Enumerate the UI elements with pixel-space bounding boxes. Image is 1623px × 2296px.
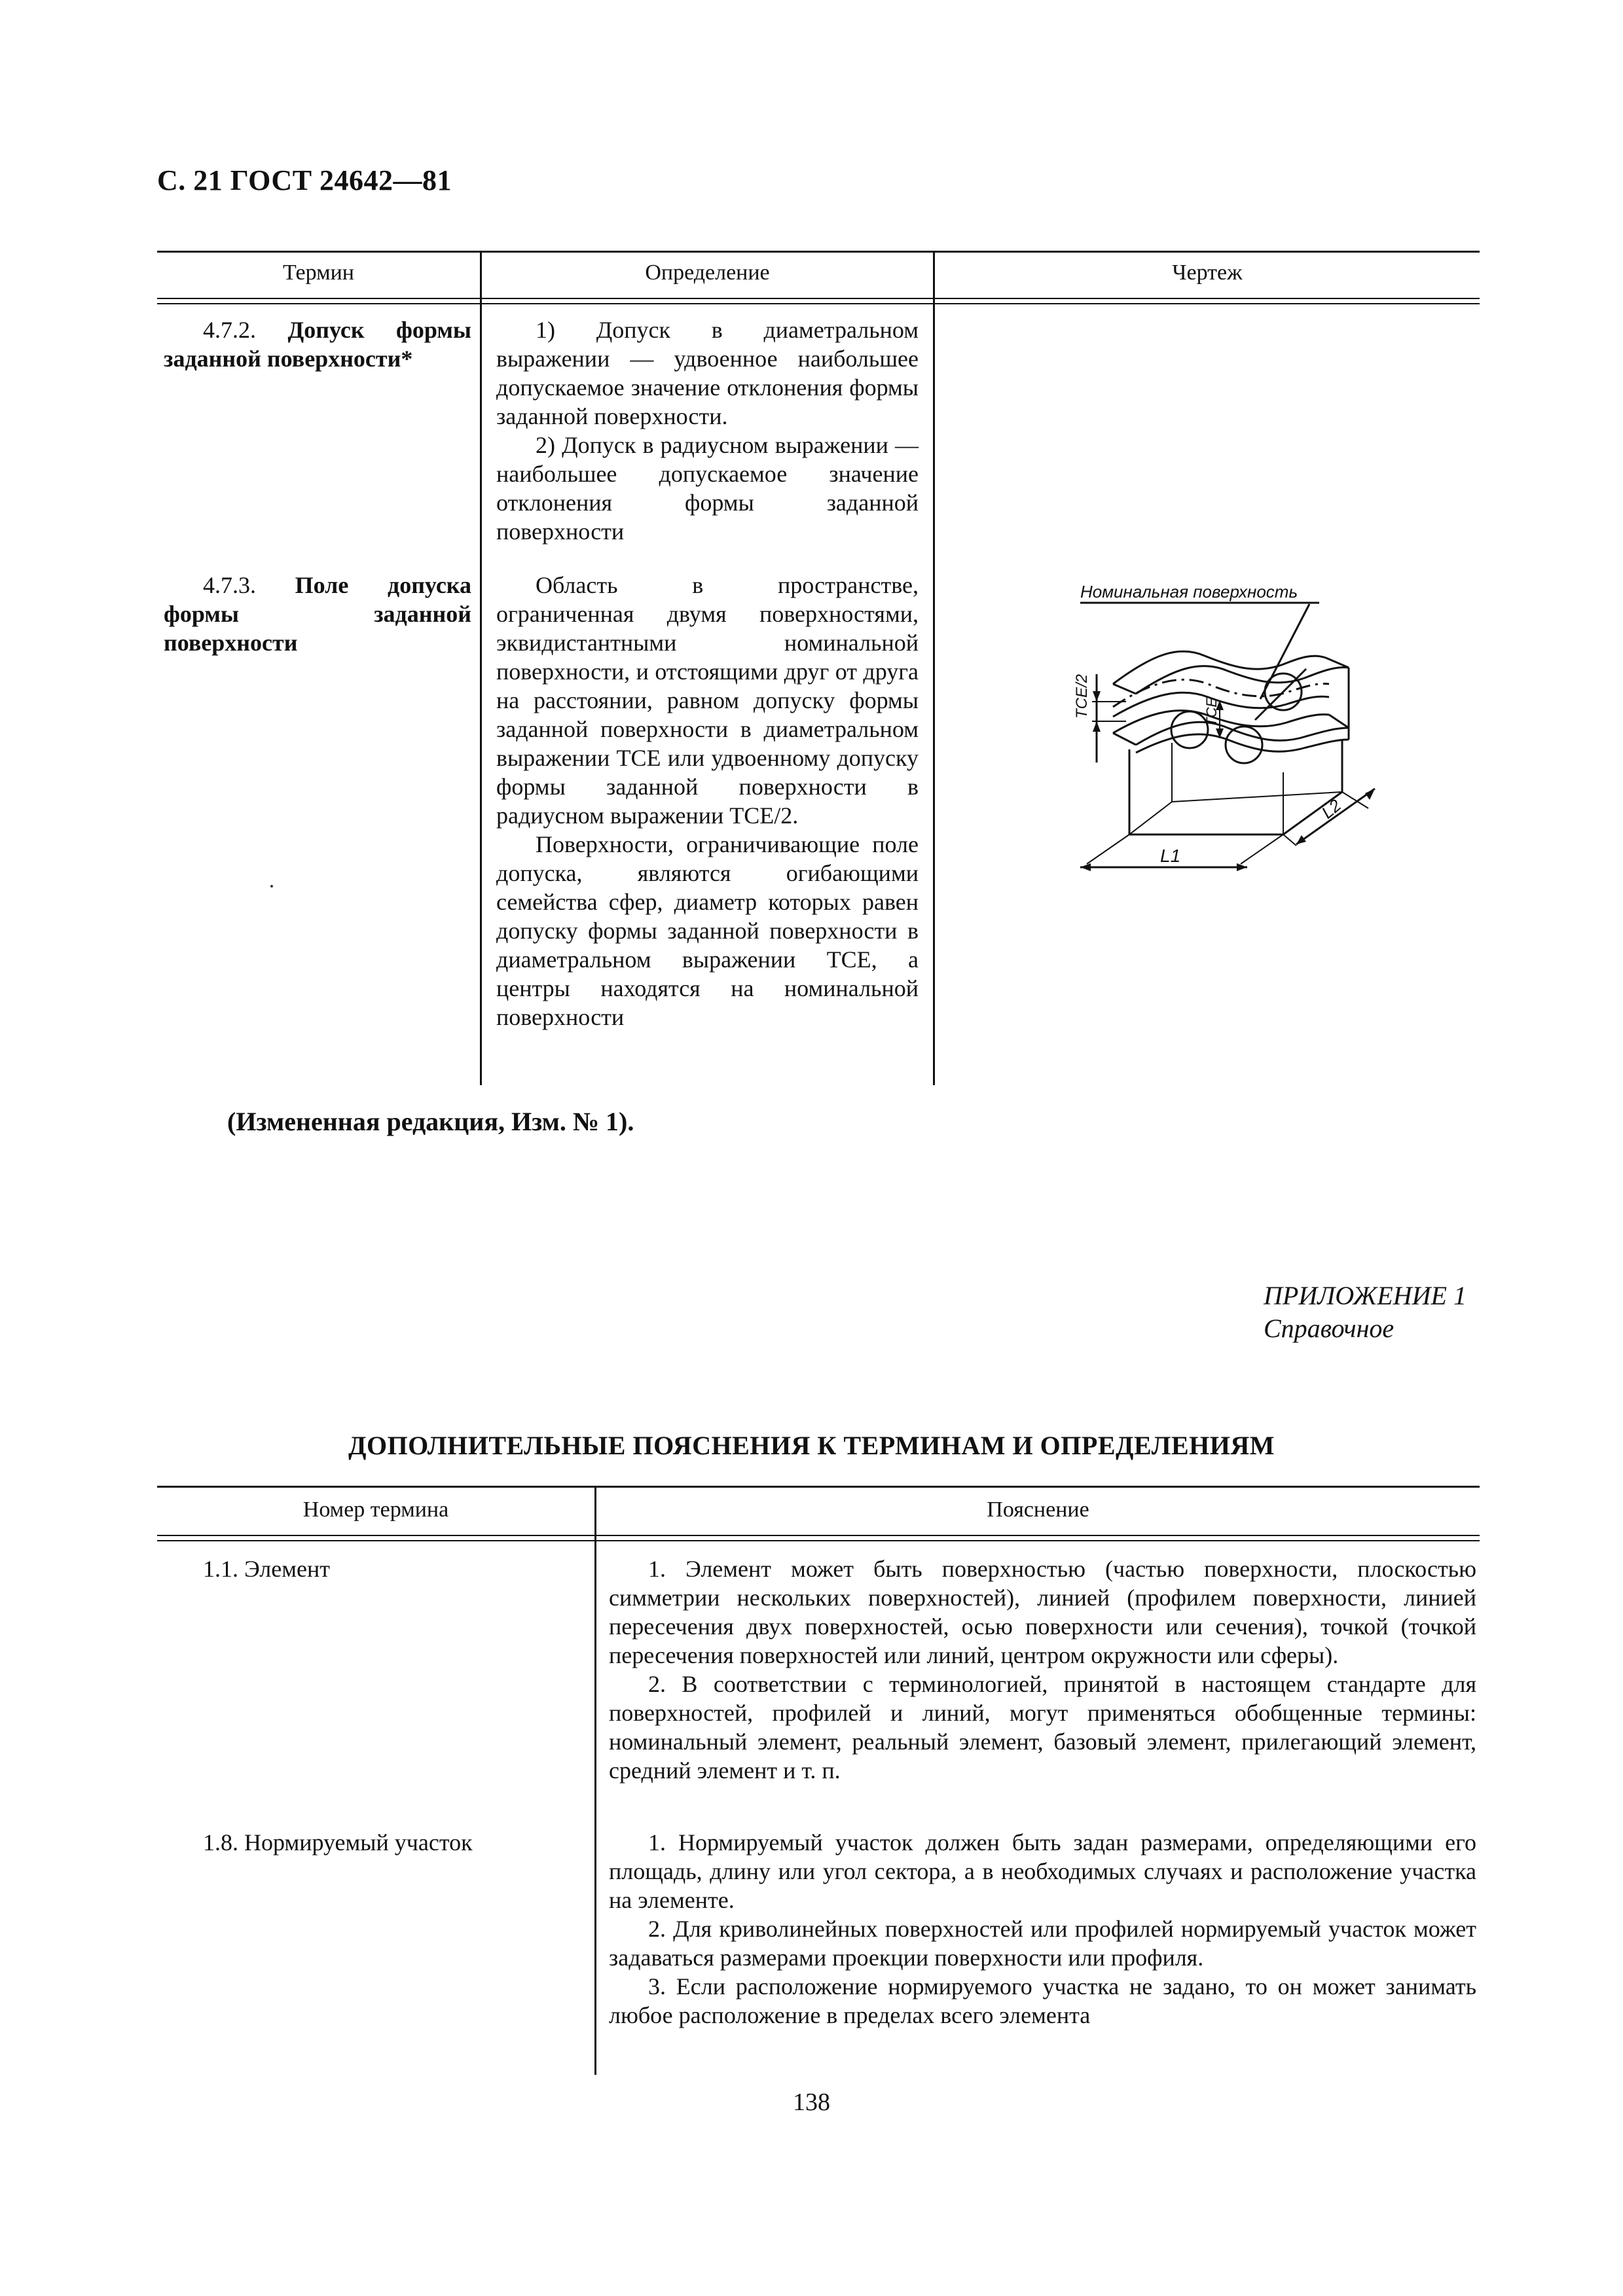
appendix-number: ПРИЛОЖЕНИЕ 1 [1264, 1281, 1467, 1310]
dimension-label-l1: L1 [1160, 846, 1181, 866]
table-row-term [164, 571, 471, 657]
explanation-paragraph: 1. Элемент может быть поверхностью (частью поверхности, плоскостью симметрии нескольких поверхностей), линией (профилем поверхности, линией пересечения двух поверхностей, осью поверхности или сечения), точкой (точкой пересечения поверхностей или линий, центром окружности или сферы). [609, 1556, 1476, 1668]
column-header-explanation: Пояснение [987, 1498, 1089, 1522]
table-row-definition [496, 571, 919, 1031]
dimension-label-tce-half: TCE/2 [1073, 673, 1091, 719]
dimension-label-tce: TCE [1203, 698, 1220, 726]
drawing-caption: Номинальная поверхность [1080, 582, 1298, 601]
column-divider [480, 251, 482, 1085]
page-number: 138 [793, 2089, 830, 2116]
table-row-definition [496, 315, 919, 546]
column-divider [594, 1486, 596, 2075]
header-rule [157, 298, 1480, 299]
header-rule [157, 1535, 1480, 1536]
explanation-paragraph: 3. Если расположение нормируемого участка не задано, то он может занимать любое расположение в пределах всего элемента [609, 1973, 1476, 2028]
table-row-term: 1.1. Элемент [203, 1556, 330, 1582]
term-name: Поле допуска формы заданной поверхности [164, 572, 471, 656]
section-title: ДОПОЛНИТЕЛЬНЫЕ ПОЯСНЕНИЯ К ТЕРМИНАМ И ОПРЕДЕЛЕНИЯМ [348, 1431, 1275, 1460]
column-divider [933, 251, 935, 1085]
term-number: 4.7.3. [203, 572, 256, 598]
page-header: С. 21 ГОСТ 24642—81 [157, 164, 452, 196]
definition-paragraph: 1) Допуск в диаметральном выражении — удвоенное наибольшее допускаемое значение отклонения формы заданной поверхности. [496, 317, 919, 429]
table-top-rule [157, 1486, 1480, 1488]
explanation-paragraph: 1. Нормируемый участок должен быть задан размерами, определяющими его площадь, длину или угол сектора, а в необходимых случаях и расположение участка на элементе. [609, 1829, 1476, 1913]
definition-paragraph: Область в пространстве, ограниченная двумя поверхностями, эквидистантными номинальной поверхности, и отстоящими друг от друга на расстоянии, равном допуску формы заданной поверхности в диаметральном выражении TCE или удвоенному допуску формы заданной поверхности в радиусном выражении TCE/2. [496, 572, 919, 829]
appendix-label [1264, 1280, 1467, 1345]
term-number: 4.7.2. [203, 317, 256, 343]
table-row-term [164, 315, 471, 373]
appendix-type: Справочное [1264, 1314, 1395, 1343]
explanation-paragraph: 2. В соответствии с терминологией, принятой в настоящем стандарте для поверхностей, профилей и линий, могут применяться обобщенные термины: номинальный элемент, реальный элемент, базовый элемент, прилегающий элемент, средний элемент и т. п. [609, 1671, 1476, 1784]
amendment-note: (Измененная редакция, Изм. № 1). [227, 1107, 634, 1136]
scan-dot [270, 885, 273, 888]
term-name: Допуск формы заданной поверхности* [164, 317, 472, 372]
table-row-term: 1.8. Нормируемый участок [203, 1829, 473, 1856]
table-row-explanation [609, 1828, 1476, 2030]
column-header-drawing: Чертеж [1172, 260, 1243, 285]
surface-sketch [1061, 576, 1401, 884]
header-rule [157, 303, 1480, 304]
tolerance-zone-drawing [1061, 576, 1401, 884]
dimension-label-l2: L2 [1317, 795, 1345, 823]
column-header-definition: Определение [645, 260, 770, 285]
header-rule [157, 1540, 1480, 1541]
column-header-term-number: Номер термина [302, 1498, 449, 1522]
explanation-paragraph: 2. Для криволинейных поверхностей или профилей нормируемый участок может задаваться размерами проекции поверхности или профиля. [609, 1916, 1476, 1971]
table-top-rule [157, 251, 1480, 253]
column-header-term: Термин [283, 260, 354, 285]
table-row-explanation [609, 1554, 1476, 1785]
definition-paragraph: Поверхности, ограничивающие поле допуска, являются огибающими семейства сфер, диаметр которых равен допуску формы заданной поверхности в диаметральном выражении TCE, а центры находятся на номинальной поверхности [496, 831, 919, 1030]
definition-paragraph: 2) Допуск в радиусном выражении — наибольшее допускаемое значение отклонения формы заданной поверхности [496, 432, 919, 545]
